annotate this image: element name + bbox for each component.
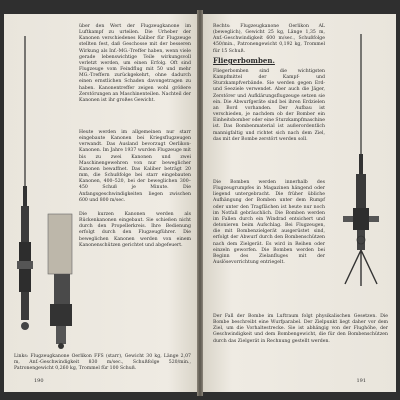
left-caption — [14, 354, 191, 372]
section-heading: Fliegerbomben. — [213, 56, 275, 65]
left-caption-text: Links: Flugzeugkanone Oerlikon FFS (starr), Gewicht 30 kg, Länge 2,07 m, Anf.-Geschwindigkeit 830 m/sec., Schußfolge 520/min., Patronengewicht 0,260 kg, Trommel für 100 Schuß. — [14, 354, 191, 372]
page-number-left: 190 — [34, 378, 44, 384]
left-middle-text: Heute werden im allgemeinen nur starr eingebaute Kanonen bei Kriegsflugzeugen verwandt. Das Ausland bevorzugt Oerlikon-Kanonen. Im Jahre 1937 wurden Flugzeuge mit bis zu zwei Kanonen und zwei Maschinengewehren von nur beweglicher Kanonen bewaffnet. Das Kaliber beträgt 20 mm, die Schußfolge bei starr eingebauten Kanonen, 400–520, bei der beweglichen 300–450 Schuß je Minute. Die Anfangsgeschwindigkeiten liegen zwischen 600 und 800 m/sec. — [79, 130, 191, 203]
right-section — [213, 54, 325, 143]
page-number-right: 191 — [356, 378, 366, 384]
oerlikon-al-cannon-illustration — [331, 34, 391, 294]
right-body-paragraph-3 — [213, 314, 388, 345]
right-body-paragraph-2 — [213, 180, 325, 266]
right-body-text: Fliegerbomben sind die wichtigsten Kampfmittel der Kampf- und Sturzkampfverbände. Sie werden gegen Erd- und Seeziele verwendet. Aber auch die Jäger, Zerstörer und Aufklärungsflugzeuge setzen sie ein. Die Abwurfgeräte sind bei ihren Erdzielen an Bord vorhanden. Der Aufbau ist verschieden, je nachdem ob der Bomber ein Einheitsbomber oder eine Sturzkampfmaschine ist. Das Bombenmaterial ist außerordentlich mannigfaltig und richtet sich nach dem Ziel, das mit der Bombe zerstört werden soll. — [213, 69, 325, 142]
left-top-text: über den Wert der Flugzeugkanone im Luftkampf zu urteilen. Die Urheber der Kanonen verschiedenes Kaliber für Flugzeuge stellten fest, daß Geschosse mit der besseren Wirkung als Inf.-MG.-Treffer haben, wenn viele gerade lebenswichtige Teile wirkungsvoll verletzt werden, um einen Erfolg. Oft sind Flugzeuge vom Feindflug mit 50 und mehr MG.-Treffern zurückgekehrt, ohne dadurch einen ernstlichen Schaden davongetragen zu haben. Kanonentreffer zeigen wohl größere Zerstörungen an Maschinenteilen. Nachteil der Kanonen ist ihr großes Gewicht. — [79, 24, 191, 103]
left-lower-paragraph — [79, 212, 191, 249]
oerlikon-ffs-cannon-illustration — [12, 36, 38, 336]
left-top-paragraph — [79, 24, 191, 104]
left-page — [4, 14, 197, 392]
right-body-text-3: Der Fall der Bombe im Luftraum folgt physikalischen Gesetzen. Die Bombe beschreibt eine Wurfparabel. Der Zielpunkt liegt daher vor dem Ziel, um die Vorhaltestrecke. Sie ist abhängig von der Flughöhe, der Geschwindigkeit und dem Bombengewicht, die für den Bombenschützen durch das Zielgerät in Rechnung gestellt werden. — [213, 314, 388, 344]
right-body-text-2: Die Bomben werden innerhalb des Flugzeugrumpfes in Magazinen hängend oder liegend untergebracht. Die früher übliche Aufhängung der Bomben unter dem Rumpf oder unter den Tragflächen ist heute nur noch im Notfall gebräuchlich. Die Bomben werden im Fallen durch ein Windrad entsichert und detonieren beim Aufschlag. Bei Flugzeugen, die mit Bombenzielgerät ausgerüstet sind, erfolgt der Abwurf durch den Bombenschützen nach dem Zielgerät. Es wird in Reihen oder einzeln geworfen. Die Bomben werden bei Beginn des Zielanfluges mit der Auslösevorrichtung entriegelt. — [213, 180, 325, 266]
right-page — [203, 14, 396, 392]
cannon-magazine-illustration — [40, 210, 80, 350]
right-top-paragraph — [213, 24, 325, 55]
left-lower-text: Die kurzen Kanonen werden als Rückenkanonen eingebaut. Sie schießen nicht durch den Propellerkreis. Ihre Bedienung erfolgt durch den Flugzeugführer. Die beweglichen Kanonen werden von einem Kanonenschützen gerichtet und abgefeuert. — [79, 212, 191, 248]
right-top-text: Rechts: Flugzeugkanone Oerlikon AL (beweglich), Gewicht 25 kg, Länge 1,35 m, Anf.-Geschwindigkeit 600 m/sec., Schußfolge 450/min., Patronengewicht 0,192 kg, Trommel für 15 Schuß. — [213, 24, 325, 54]
left-middle-paragraph — [79, 130, 191, 204]
